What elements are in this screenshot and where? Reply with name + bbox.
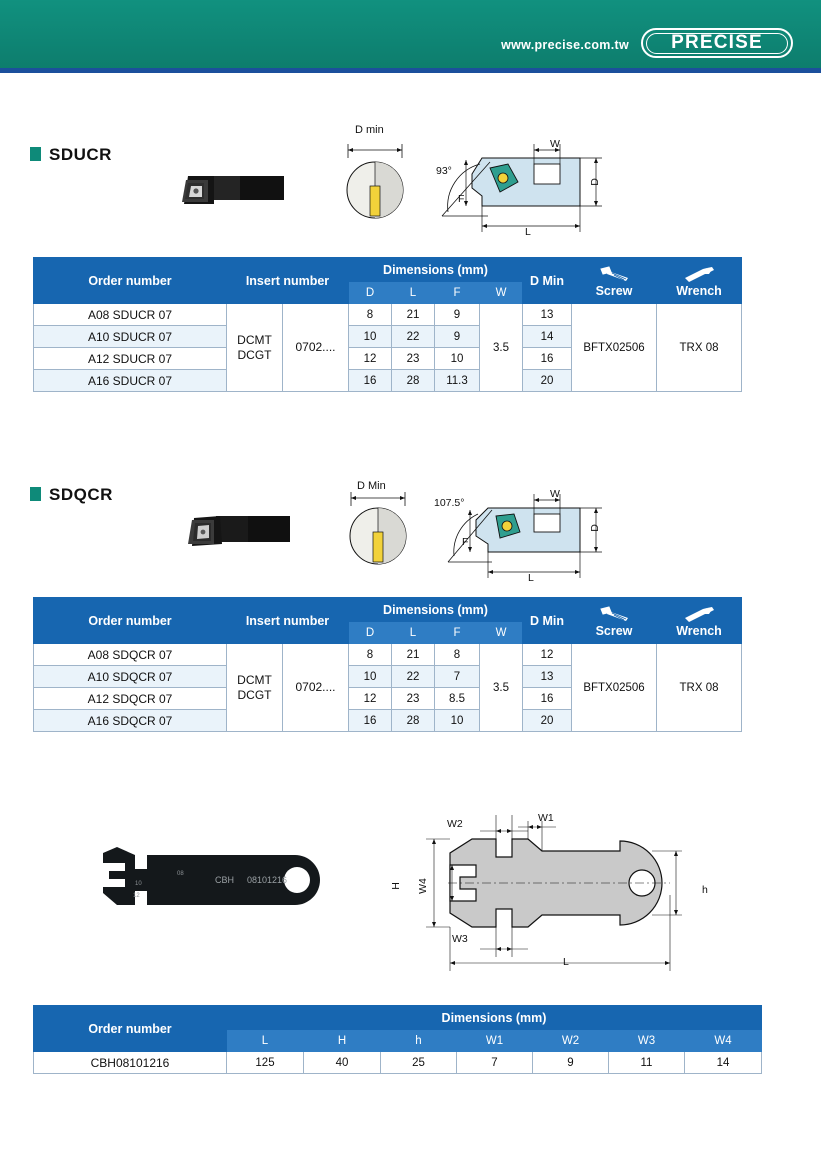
cell-dmin: 20 xyxy=(523,370,572,392)
th-order-number: Order number xyxy=(34,1006,227,1052)
cell-order: A12 SDQCR 07 xyxy=(34,688,227,710)
cell-f: 9 xyxy=(435,326,480,348)
th-sub-w: W xyxy=(480,282,523,304)
th-sub-l: L xyxy=(227,1030,304,1052)
cell-screw: BFTX02506 xyxy=(572,644,657,732)
cell-l: 125 xyxy=(227,1052,304,1074)
th-sub-l: L xyxy=(392,622,435,644)
diagram-endview-sdqcr xyxy=(333,478,423,573)
cell-dmin: 16 xyxy=(523,688,572,710)
cell-order: A10 SDUCR 07 xyxy=(34,326,227,348)
th-screw: Screw xyxy=(572,258,657,304)
th-sub-w4: W4 xyxy=(685,1030,762,1052)
label-dmin-sducr: D min xyxy=(355,124,384,136)
cell-h-small: 25 xyxy=(381,1052,457,1074)
cell-wrench: TRX 08 xyxy=(657,644,742,732)
spec-table-wrench xyxy=(33,1005,762,1074)
svg-text:08101216: 08101216 xyxy=(247,875,288,885)
cell-d: 16 xyxy=(349,710,392,732)
section-title-sducr: SDUCR xyxy=(30,145,112,165)
cell-w3: 11 xyxy=(609,1052,685,1074)
brand-logo-text: PRECISE xyxy=(646,33,788,54)
th-sub-d: D xyxy=(349,282,392,304)
diagram-wrench xyxy=(420,815,730,980)
label-w1: W1 xyxy=(538,812,554,824)
product-photo-sdqcr xyxy=(186,498,291,560)
label-l-wrench: L xyxy=(563,956,569,968)
cell-order: CBH08101216 xyxy=(34,1052,227,1074)
th-sub-w2: W2 xyxy=(533,1030,609,1052)
cell-screw: BFTX02506 xyxy=(572,304,657,392)
cell-dmin: 20 xyxy=(523,710,572,732)
diagram-topview-sducr xyxy=(430,140,615,240)
label-d-sdqcr: D xyxy=(588,524,601,532)
product-photo-sducr xyxy=(178,150,288,222)
screw-icon xyxy=(596,605,632,623)
cell-f: 8 xyxy=(435,644,480,666)
table-row xyxy=(34,644,742,666)
th-sub-w: W xyxy=(480,622,523,644)
cell-h-big: 40 xyxy=(304,1052,381,1074)
cell-d: 8 xyxy=(349,644,392,666)
cell-insert-type: DCMT DCGT xyxy=(227,644,283,732)
cell-dmin: 16 xyxy=(523,348,572,370)
cell-insert-code: 0702.... xyxy=(283,304,349,392)
cell-l: 28 xyxy=(392,370,435,392)
website-url: www.precise.com.tw xyxy=(501,38,629,52)
cell-d: 16 xyxy=(349,370,392,392)
th-screw: Screw xyxy=(572,598,657,644)
cell-order: A16 SDUCR 07 xyxy=(34,370,227,392)
svg-text:12: 12 xyxy=(133,893,140,899)
section-title-sdqcr: SDQCR xyxy=(30,485,113,505)
section-bullet-icon xyxy=(30,147,41,161)
cell-d: 8 xyxy=(349,304,392,326)
section-bullet-icon xyxy=(30,487,41,501)
th-insert-number: Insert number xyxy=(227,258,349,304)
cell-w1: 7 xyxy=(457,1052,533,1074)
screw-icon xyxy=(596,265,632,283)
svg-text:CBH: CBH xyxy=(215,875,235,885)
cell-l: 21 xyxy=(392,304,435,326)
th-wrench: Wrench xyxy=(657,258,742,304)
table-row xyxy=(34,304,742,326)
label-w2: W2 xyxy=(447,818,463,830)
cell-dmin: 14 xyxy=(523,326,572,348)
cell-dmin: 12 xyxy=(523,644,572,666)
cell-l: 23 xyxy=(392,348,435,370)
th-order-number: Order number xyxy=(34,258,227,304)
th-sub-f: F xyxy=(435,622,480,644)
th-sub-h-big: H xyxy=(304,1030,381,1052)
wrench-icon xyxy=(681,605,717,623)
cell-insert-type: DCMT DCGT xyxy=(227,304,283,392)
cell-w: 3.5 xyxy=(480,304,523,392)
label-l-sdqcr: L xyxy=(528,572,534,584)
th-sub-w3: W3 xyxy=(609,1030,685,1052)
label-dmin-sdqcr: D Min xyxy=(357,480,386,492)
diagram-endview-sducr xyxy=(330,122,420,222)
svg-text:08: 08 xyxy=(177,871,184,877)
th-dmin: D Min xyxy=(523,258,572,304)
cell-d: 10 xyxy=(349,666,392,688)
product-photo-wrench xyxy=(95,835,355,925)
cell-f: 7 xyxy=(435,666,480,688)
label-h-small: h xyxy=(702,884,708,896)
th-insert-number: Insert number xyxy=(227,598,349,644)
cell-dmin: 13 xyxy=(523,666,572,688)
label-w-sducr: W xyxy=(550,138,560,150)
cell-l: 21 xyxy=(392,644,435,666)
th-dimensions: Dimensions (mm) xyxy=(349,258,523,282)
cell-insert-code: 0702.... xyxy=(283,644,349,732)
cell-d: 12 xyxy=(349,348,392,370)
cell-order: A16 SDQCR 07 xyxy=(34,710,227,732)
label-d-sducr: D xyxy=(588,178,601,186)
cell-f: 11.3 xyxy=(435,370,480,392)
label-w-sdqcr: W xyxy=(550,488,560,500)
cell-w2: 9 xyxy=(533,1052,609,1074)
svg-text:10: 10 xyxy=(135,881,142,887)
th-sub-l: L xyxy=(392,282,435,304)
cell-order: A12 SDUCR 07 xyxy=(34,348,227,370)
th-dimensions: Dimensions (mm) xyxy=(349,598,523,622)
brand-logo xyxy=(641,28,793,58)
cell-order: A08 SDUCR 07 xyxy=(34,304,227,326)
th-order-number: Order number xyxy=(34,598,227,644)
cell-f: 10 xyxy=(435,710,480,732)
th-sub-h-small: h xyxy=(381,1030,457,1052)
cell-l: 22 xyxy=(392,326,435,348)
cell-order: A10 SDQCR 07 xyxy=(34,666,227,688)
spec-table-sdqcr xyxy=(33,597,742,732)
cell-l: 22 xyxy=(392,666,435,688)
th-wrench: Wrench xyxy=(657,598,742,644)
cell-w4: 14 xyxy=(685,1052,762,1074)
cell-f: 9 xyxy=(435,304,480,326)
label-angle-sducr: 93° xyxy=(436,165,452,177)
th-sub-f: F xyxy=(435,282,480,304)
cell-f: 8.5 xyxy=(435,688,480,710)
header-accent-rule xyxy=(0,68,821,73)
cell-wrench: TRX 08 xyxy=(657,304,742,392)
th-sub-d: D xyxy=(349,622,392,644)
cell-l: 28 xyxy=(392,710,435,732)
label-w4: W4 xyxy=(416,878,429,894)
th-dmin: D Min xyxy=(523,598,572,644)
cell-dmin: 13 xyxy=(523,304,572,326)
th-dimensions: Dimensions (mm) xyxy=(227,1006,762,1030)
cell-d: 10 xyxy=(349,326,392,348)
cell-d: 12 xyxy=(349,688,392,710)
label-l-sducr: L xyxy=(525,226,531,238)
table-row xyxy=(34,1052,762,1074)
cell-order: A08 SDQCR 07 xyxy=(34,644,227,666)
spec-table-sducr xyxy=(33,257,742,392)
th-sub-w1: W1 xyxy=(457,1030,533,1052)
label-f-sducr: F xyxy=(458,193,465,205)
cell-f: 10 xyxy=(435,348,480,370)
label-h-big: H xyxy=(389,882,402,890)
wrench-icon xyxy=(681,265,717,283)
label-w3: W3 xyxy=(452,933,468,945)
label-angle-sdqcr: 107.5° xyxy=(434,497,465,509)
label-f-sdqcr: F xyxy=(462,536,469,548)
cell-l: 23 xyxy=(392,688,435,710)
cell-w: 3.5 xyxy=(480,644,523,732)
